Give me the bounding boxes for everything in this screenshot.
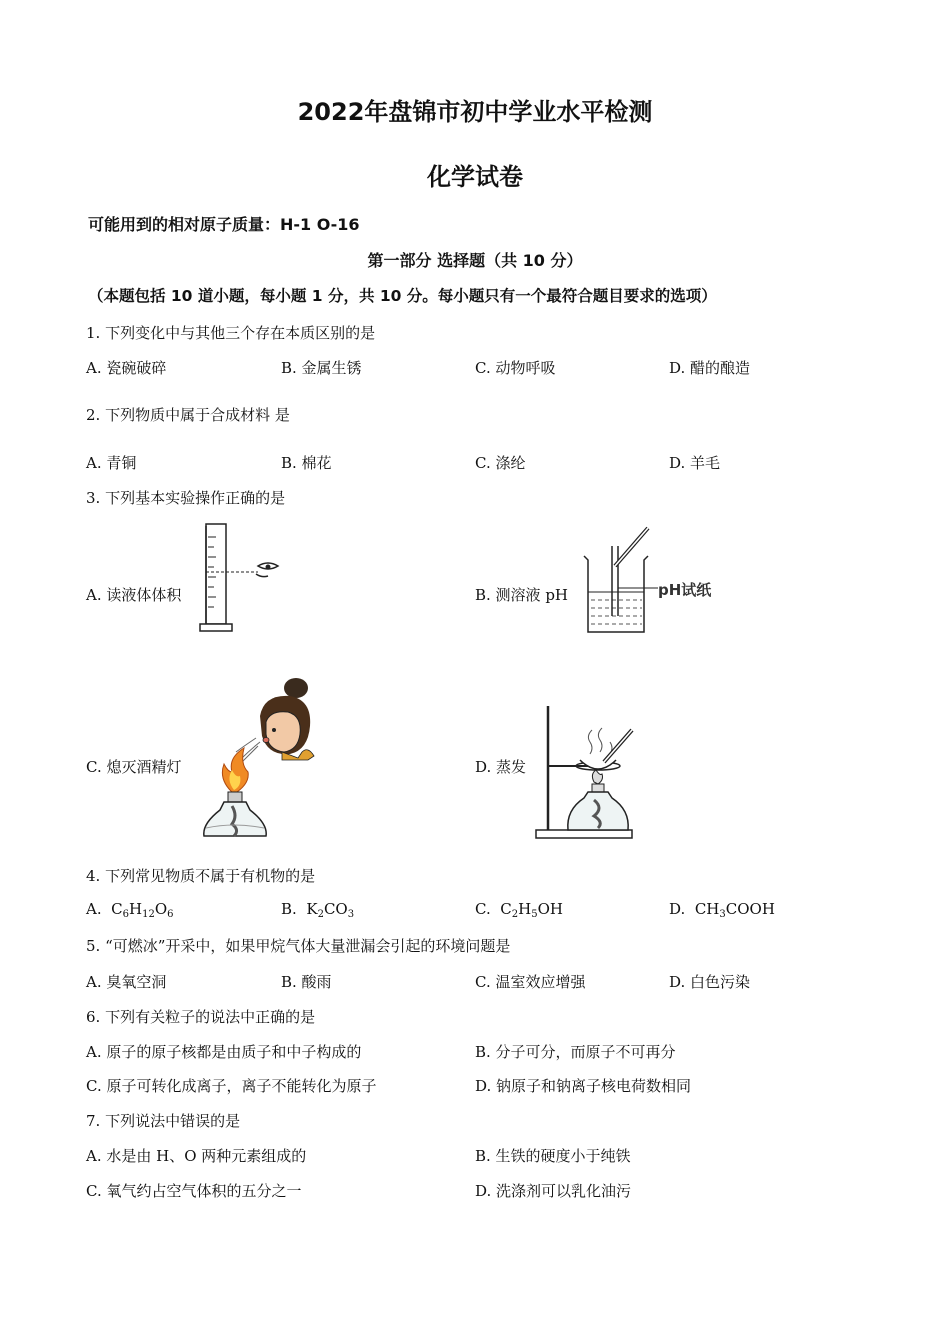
question-stem: 4. 下列常见物质不属于有机物的是 xyxy=(86,867,316,885)
option-c[interactable]: C. 熄灭酒精灯 xyxy=(86,758,182,776)
question-stem: 7. 下列说法中错误的是 xyxy=(86,1112,241,1130)
part-heading: 第一部分 选择题（共 10 分） xyxy=(367,251,583,270)
atomic-mass-note: 可能用到的相对原子质量：H-1 O-16 xyxy=(88,215,360,234)
option-d[interactable]: D. $CH_3COOH$ xyxy=(669,900,775,920)
option-c[interactable]: C. 氧气约占空气体积的五分之一 xyxy=(86,1182,302,1200)
option-c[interactable]: C. 动物呼吸 xyxy=(475,359,556,377)
option-d[interactable]: D. 钠原子和钠离子核电荷数相同 xyxy=(475,1077,692,1095)
option-b[interactable]: B. 金属生锈 xyxy=(281,359,362,377)
option-a[interactable]: A. 原子的原子核都是由质子和中子构成的 xyxy=(86,1043,362,1061)
option-c[interactable]: C. 原子可转化成离子，离子不能转化为原子 xyxy=(86,1077,377,1095)
question-stem: 6. 下列有关粒子的说法中正确的是 xyxy=(86,1008,316,1026)
page-title: 2022年盘锦市初中学业水平检测 xyxy=(297,98,653,126)
question-stem: 3. 下列基本实验操作正确的是 xyxy=(86,489,286,507)
option-c[interactable]: C. 涤纶 xyxy=(475,454,526,472)
flame-icon xyxy=(222,748,248,794)
option-d[interactable]: D. 白色污染 xyxy=(669,973,751,991)
question-stem: 5. “可燃冰”开采中，如果甲烷气体大量泄漏会引起的环境问题是 xyxy=(86,937,511,955)
option-b[interactable]: B. $K_2CO_3$ xyxy=(281,900,355,920)
blow-out-lamp-figure xyxy=(198,676,328,844)
question-stem: 2. 下列物质中属于合成材料 是 xyxy=(86,406,290,424)
part-instruction: （本题包括 10 道小题，每小题 1 分，共 10 分。每小题只有一个最符合题目要求的选项） xyxy=(88,287,717,305)
option-a[interactable]: A. 青铜 xyxy=(86,454,137,472)
option-c[interactable]: C. 温室效应增强 xyxy=(475,973,586,991)
option-b[interactable]: B. 生铁的硬度小于纯铁 xyxy=(475,1147,631,1165)
option-d[interactable]: D. 醋的酿造 xyxy=(669,359,751,377)
page-subtitle: 化学试卷 xyxy=(427,163,523,191)
ph-paper-label: pH试纸 xyxy=(658,581,712,599)
option-a[interactable]: A. $C_6H_{12}O_6$ xyxy=(86,900,174,920)
evaporation-figure xyxy=(534,704,644,842)
option-b[interactable]: B. 棉花 xyxy=(281,454,332,472)
option-b[interactable]: B. 分子可分，而原子不可再分 xyxy=(475,1043,676,1061)
option-a[interactable]: A. 臭氧空洞 xyxy=(86,973,167,991)
option-d[interactable]: D. 羊毛 xyxy=(669,454,721,472)
person-icon xyxy=(260,678,314,760)
option-b[interactable]: B. 酸雨 xyxy=(281,973,332,991)
question-stem: 1. 下列变化中与其他三个存在本质区别的是 xyxy=(86,324,376,342)
option-d[interactable]: D. 蒸发 xyxy=(475,758,527,776)
graduated-cylinder-figure xyxy=(196,522,286,637)
option-a[interactable]: A. 水是由 H、O 两种元素组成的 xyxy=(86,1147,307,1165)
option-d[interactable]: D. 洗涤剂可以乳化油污 xyxy=(475,1182,632,1200)
option-a[interactable]: A. 读液体体积 xyxy=(86,586,182,604)
option-b[interactable]: B. 测溶液 pH xyxy=(475,586,569,604)
eye-icon xyxy=(256,563,278,577)
option-a[interactable]: A. 瓷碗破碎 xyxy=(86,359,167,377)
option-c[interactable]: C. $C_2H_5OH$ xyxy=(475,900,563,920)
